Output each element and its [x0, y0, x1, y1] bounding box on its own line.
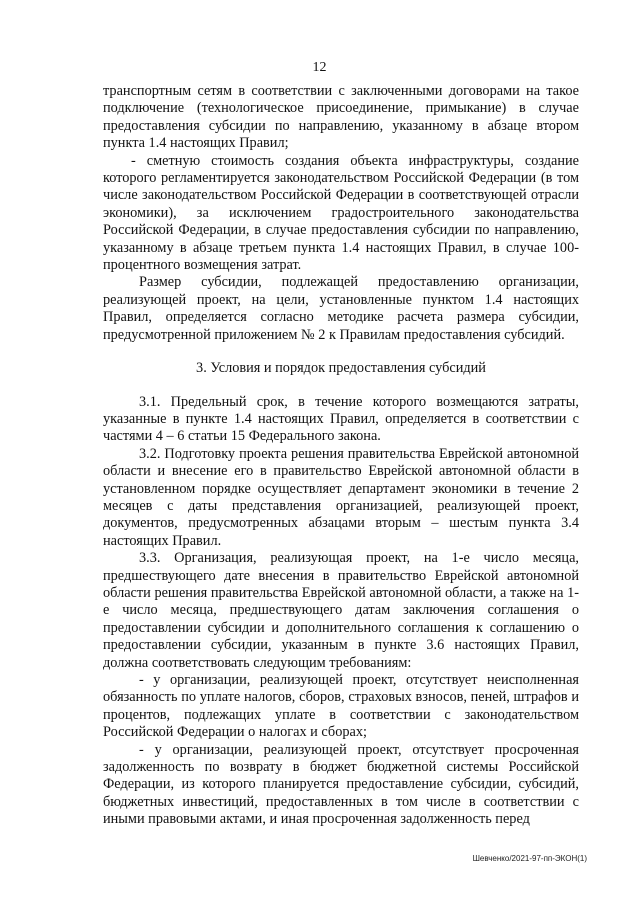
- paragraph: - у организации, реализующей проект, отсутствует просроченная задолженность по возврату в бюджет бюджетной системы Российской Федерации, из которого планируется предоставление субсидии, субсидий, бюджетных инвестиций, предоставленных в том числе в соответствии с иными правовыми актами, и иная просроченная задолженность перед: [103, 741, 579, 828]
- paragraph: 3.1. Предельный срок, в течение которого возмещаются затраты, указанные в пункте 1.4 настоящих Правил, определяется в соответствии с частями 4 – 6 статьи 15 Федерального закона.: [103, 393, 579, 445]
- page-number: 12: [312, 60, 327, 75]
- section-heading: 3. Условия и порядок предоставления субсидий: [196, 360, 486, 377]
- paragraph: Размер субсидии, подлежащей предоставлению организации, реализующей проект, на цели, установленные пунктом 1.4 настоящих Правил, определяется согласно методике расчета размера субсидии, предусмотренной приложением № 2 к Правилам предоставления субсидий.: [103, 274, 579, 343]
- document-body: [103, 83, 579, 829]
- paragraph: - у организации, реализующей проект, отсутствует неисполненная обязанность по уплате налогов, сборов, страховых взносов, пеней, штрафов и процентов, подлежащих уплате в соответствии с законодательством Российской Федерации о налогах и сборах;: [103, 672, 579, 741]
- paragraph: транспортным сетям в соответствии с заключенными договорами на такое подключение (технологическое присоединение, примыкание) в случае предоставления субсидии по направлению, указанному в абзаце втором пункта 1.4 настоящих Правил;: [103, 83, 579, 152]
- paragraph: 3.2. Подготовку проекта решения правительства Еврейской автономной области и внесение его в правительство Еврейской автономной области в установленном порядке осуществляет департамент экономики в течение 2 месяцев с даты представления организацией, реализующей проект, документов, предусмотренных абзацами вторым – шестым пункта 3.4 настоящих Правил.: [103, 445, 579, 549]
- paragraph: 3.3. Организация, реализующая проект, на 1-е число месяца, предшествующего дате внесения в правительство Еврейской автономной области решения правительства Еврейской автономной области, а также на 1-е число месяца, предшествующего датам заключения соглашения о предоставлении субсидии и дополнительного соглашения к соглашению о предоставлении субсидии, указанным в пункте 3.6 настоящих Правил, должна соответствовать следующим требованиям:: [103, 550, 579, 671]
- document-code: Шевченко/2021-97-пп-ЭКОН(1): [472, 854, 587, 863]
- paragraph: - сметную стоимость создания объекта инфраструктуры, создание которого регламентируется законодательством Российской Федерации (в том числе законодательством Российской Федерации в соответствующей отрасли экономики), за исключением градостроительного законодательства Российской Федерации, в случае предоставления субсидии по направлению, указанному в абзаце третьем пункта 1.4 настоящих Правил, в случае 100-процентного возмещения затрат.: [103, 152, 579, 274]
